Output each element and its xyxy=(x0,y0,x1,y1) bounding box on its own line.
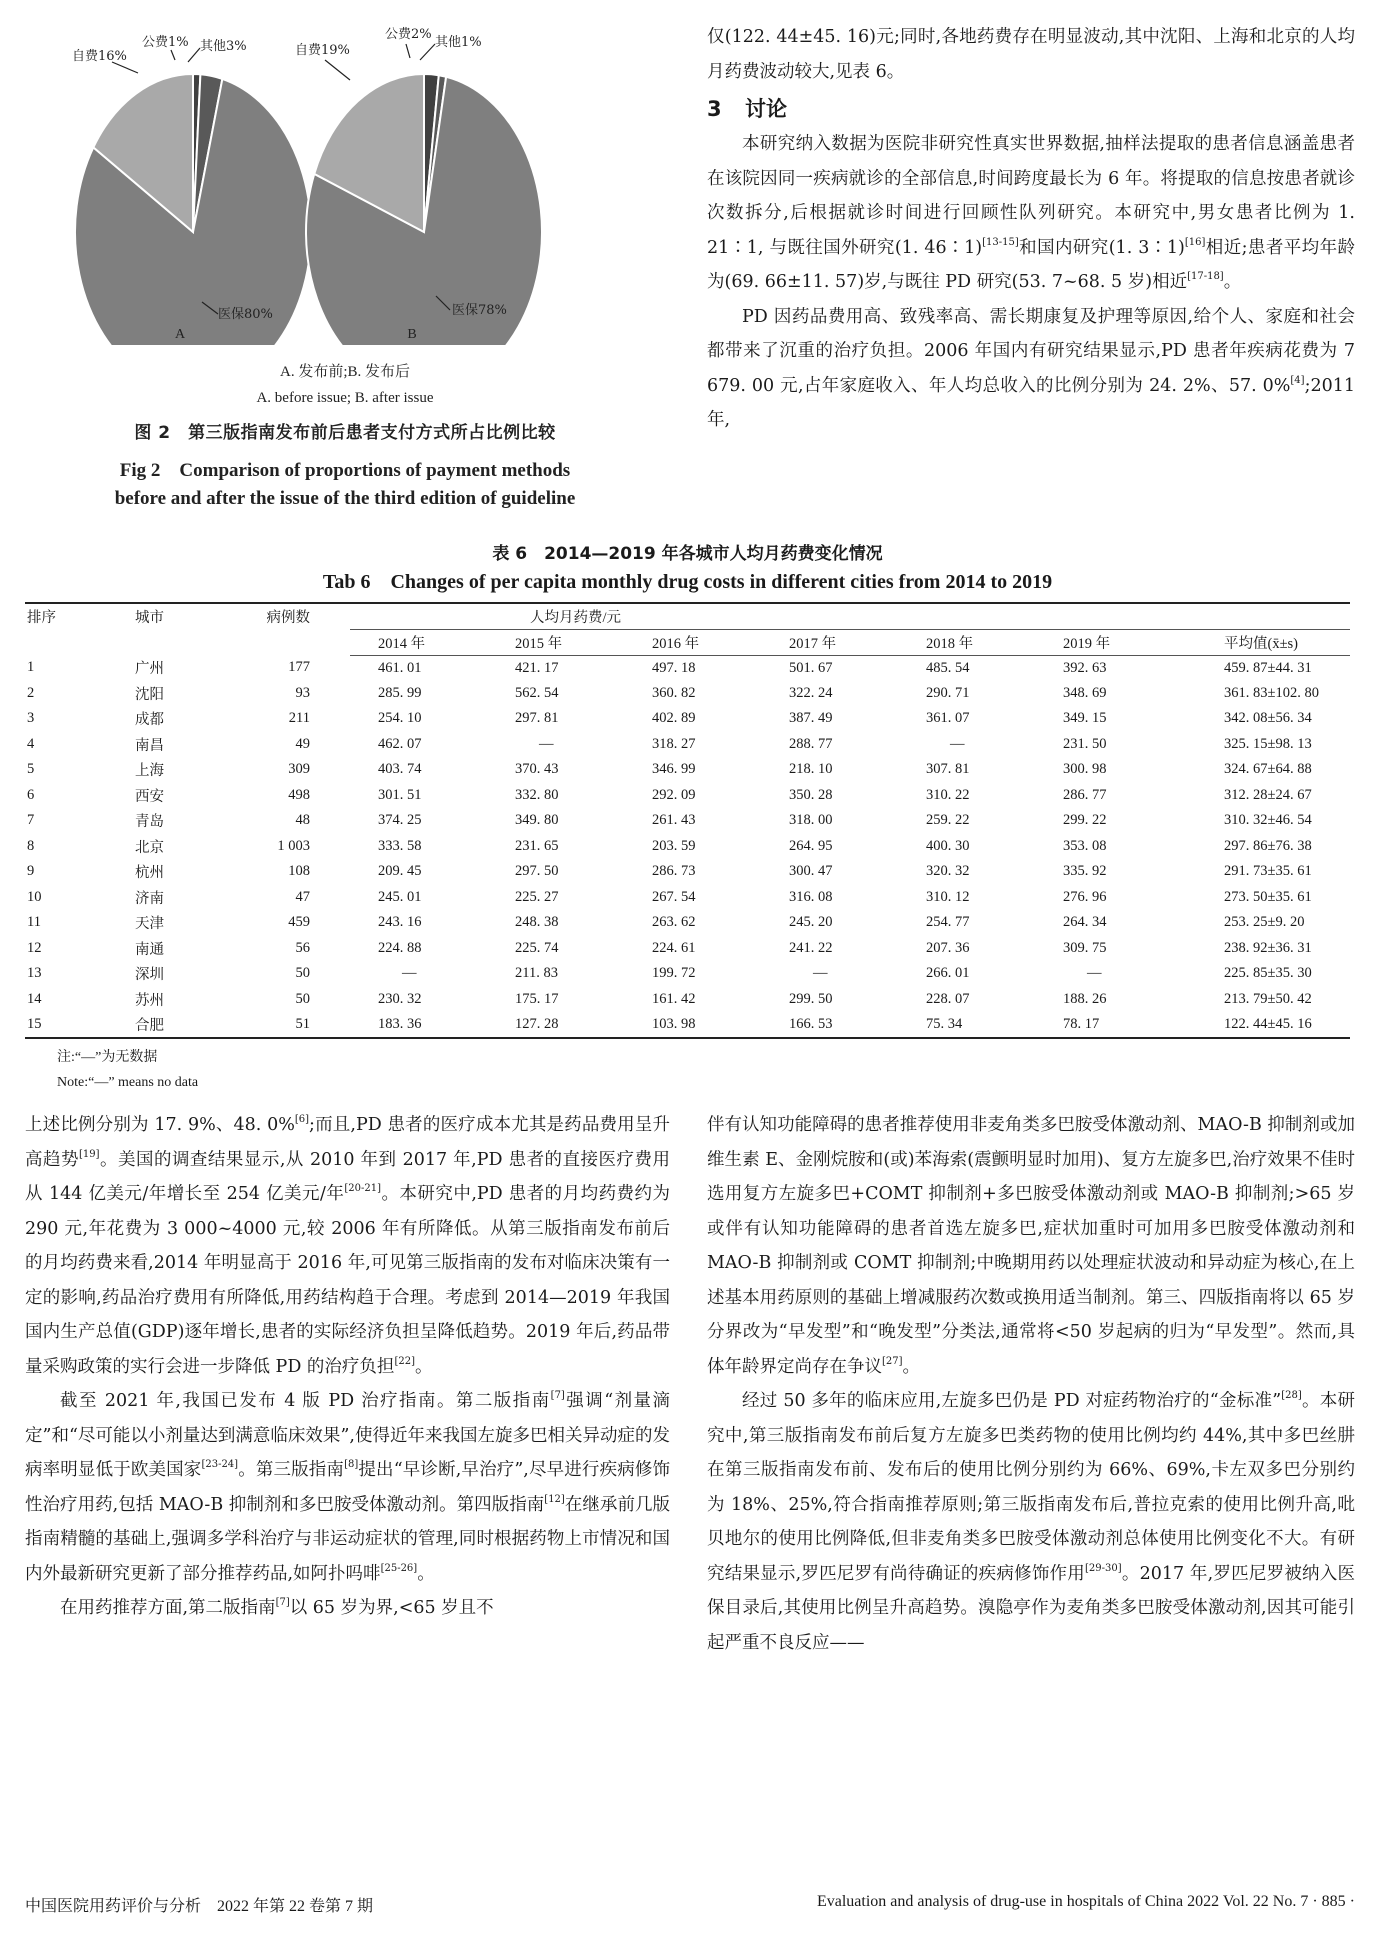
cell-mean: 324. 67±64. 88 xyxy=(1224,761,1312,778)
cell-cost: 370. 43 xyxy=(515,761,559,778)
cell-cost: 349. 80 xyxy=(515,812,559,829)
cell-cost: 461. 01 xyxy=(378,659,422,676)
cell-city: 合肥 xyxy=(135,1012,235,1038)
cell-cases: 309 xyxy=(288,761,310,778)
cell-cost: 224. 88 xyxy=(378,939,422,956)
drug-cost-table xyxy=(25,602,1350,1039)
table-row xyxy=(25,859,1350,885)
citation[interactable]: [22] xyxy=(394,1355,415,1367)
header-cases: 病例数 xyxy=(266,610,310,626)
cell-cost: 254. 77 xyxy=(926,914,970,931)
figure-subcaption-en: A. before issue; B. after issue xyxy=(256,390,434,406)
cell-cost: 166. 53 xyxy=(761,1012,898,1038)
cell-cost: 264. 95 xyxy=(789,837,833,854)
cell-cases: 51 xyxy=(235,1012,310,1038)
cell-cost: 245. 01 xyxy=(378,888,422,905)
paragraph: PD 因药品费用高、致残率高、需长期康复及护理等原因,给个人、家庭和社会都带来了沉重的治疗负担。2006 年国内有研究结果显示,PD 患者年疾病花费为 7 679. 00 元,占年家庭收入、年人均总收入的比例分别为 24. 2%、57. 0%[4];2011 年, xyxy=(707,306,1355,430)
cell-cost: — xyxy=(402,965,417,982)
citation[interactable]: [4] xyxy=(1290,374,1305,386)
header-year: 2018 年 xyxy=(898,629,1035,655)
table-row xyxy=(25,655,1350,681)
cell-cost: 348. 69 xyxy=(1063,684,1107,701)
cell-cost: 318. 27 xyxy=(652,735,696,752)
pie-label: 公费1% xyxy=(142,35,189,50)
pie-charts xyxy=(20,0,670,345)
citation[interactable]: [8] xyxy=(344,1459,359,1470)
leader-line xyxy=(171,50,175,60)
cell-mean: 310. 32±46. 54 xyxy=(1224,812,1312,829)
pie-label: 公费2% xyxy=(385,27,432,42)
pie-label: 自费19% xyxy=(295,43,350,58)
cell-cases: 93 xyxy=(295,684,310,701)
header-year: 2014 年 xyxy=(350,629,487,655)
cell-cost: 285. 99 xyxy=(378,684,422,701)
cell-cost: 392. 63 xyxy=(1063,659,1107,676)
cell-cost: 266. 01 xyxy=(926,965,970,982)
cell-rank: 9 xyxy=(27,863,35,880)
table-title-zh: 表 6 2014—2019 年各城市人均月药费变化情况 xyxy=(492,544,883,564)
cell-city: 杭州 xyxy=(135,865,164,882)
header-year: 2016 年 xyxy=(624,629,761,655)
cell-mean: 273. 50±35. 61 xyxy=(1224,888,1312,905)
pie-chart-a xyxy=(72,34,311,345)
cell-cost: 103. 98 xyxy=(624,1012,761,1038)
paragraph: 经过 50 多年的临床应用,左旋多巴仍是 PD 对症药物治疗的“金标准”[28]。本研究中,第三版指南发布前后复方左旋多巴类药物的使用比例均约 44%,其中多巴丝肼在第三版指南发布前、发布后的使用比例分别约为 66%、69%,卡左双多巴分别约为 18%、25%,符合指南推荐原则;第三版指南发布后,普拉克索的使用比例升高,吡贝地尔的使用比例降低,但非麦角类多巴胺受体激动剂总体使用比例变化不大。有研究结果显示,罗匹尼罗有尚待确证的疾病修饰作用[29-30]。2017 年,罗匹尼罗被纳入医保目录后,其使用比例呈升高趋势。溴隐亭作为麦角类多巴胺受体激动剂,因其可能引起严重不良反应—— xyxy=(707,1390,1356,1653)
cell-cost: 300. 47 xyxy=(789,863,833,880)
table-row xyxy=(25,910,1350,936)
cell-cost: 361. 07 xyxy=(926,710,970,727)
cell-cost: 292. 09 xyxy=(652,786,696,803)
cell-cost: 209. 45 xyxy=(378,863,422,880)
table-row xyxy=(25,681,1350,707)
cell-rank: 14 xyxy=(27,990,42,1007)
cell-cost: 310. 12 xyxy=(926,888,970,905)
header-year: 2015 年 xyxy=(487,629,624,655)
cell-mean: 361. 83±102. 80 xyxy=(1224,684,1319,701)
cell-city: 南通 xyxy=(135,941,164,958)
cell-cost: 161. 42 xyxy=(652,990,696,1007)
footer-journal-zh: 中国医院用药评价与分析 2022 年第 22 卷第 7 期 xyxy=(25,1898,374,1915)
cell-cost: 421. 17 xyxy=(515,659,559,676)
cell-cost: 263. 62 xyxy=(652,914,696,931)
text-column-bottom-right xyxy=(707,1108,1355,1660)
cell-cost: 245. 20 xyxy=(789,914,833,931)
cell-cases: 47 xyxy=(295,888,310,905)
cell-cost: 207. 36 xyxy=(926,939,970,956)
cell-city: 济南 xyxy=(135,890,164,907)
cell-mean: 312. 28±24. 67 xyxy=(1224,786,1312,803)
panel-label-a: A xyxy=(174,327,186,342)
figure-subcaption-zh: A. 发布前;B. 发布后 xyxy=(279,364,410,380)
cell-cost: 353. 08 xyxy=(1063,837,1107,854)
cell-cost: 335. 92 xyxy=(1063,863,1107,880)
section-heading-discussion xyxy=(707,91,1355,127)
cell-cases: 459 xyxy=(288,914,310,931)
cell-cost: 231. 50 xyxy=(1063,735,1107,752)
cell-cases: 177 xyxy=(288,659,310,676)
cell-city: 广州 xyxy=(135,661,164,678)
pie-label: 其他1% xyxy=(435,35,482,50)
cell-mean: 238. 92±36. 31 xyxy=(1224,939,1312,956)
cell-rank: 1 xyxy=(27,659,35,676)
citation[interactable]: [27] xyxy=(882,1355,903,1367)
cell-cost: 350. 28 xyxy=(789,786,833,803)
header-city: 城市 xyxy=(135,610,164,626)
cell-cost: 310. 22 xyxy=(926,786,970,803)
cell-cost: 231. 65 xyxy=(515,837,559,854)
cell-cost: 562. 54 xyxy=(515,684,559,701)
cell-cost: 259. 22 xyxy=(926,812,970,829)
cell-rank: 13 xyxy=(27,965,42,982)
section-number: 3 xyxy=(707,97,722,121)
table-row xyxy=(25,808,1350,834)
table-row xyxy=(25,936,1350,962)
cell-cost: — xyxy=(950,735,965,752)
cell-cost: 199. 72 xyxy=(652,965,696,982)
cell-cost: 485. 54 xyxy=(926,659,970,676)
pie-chart-b xyxy=(295,26,542,345)
citation[interactable]: [25-26] xyxy=(380,1562,418,1574)
table-row xyxy=(25,961,1350,987)
cell-cost: 322. 24 xyxy=(789,684,833,701)
table-note-zh: 注:“—”为无数据 xyxy=(57,1049,158,1065)
cell-cost: — xyxy=(1087,965,1102,982)
header-cost-group: 人均月药费/元 xyxy=(350,603,1350,629)
citation[interactable]: [23-24] xyxy=(201,1459,239,1470)
cell-mean: 213. 79±50. 42 xyxy=(1224,990,1312,1007)
cell-rank: 12 xyxy=(27,939,42,956)
citation[interactable]: [17-18] xyxy=(1187,271,1224,282)
cell-cost: 267. 54 xyxy=(652,888,696,905)
cell-mean: 291. 73±35. 61 xyxy=(1224,863,1312,880)
cell-city: 成都 xyxy=(135,712,164,729)
cell-mean: 297. 86±76. 38 xyxy=(1224,837,1312,854)
cell-rank: 5 xyxy=(27,761,35,778)
cell-cost: 224. 61 xyxy=(652,939,696,956)
pie-label: 医保78% xyxy=(452,303,507,318)
cell-cost: 288. 77 xyxy=(789,735,833,752)
cell-rank: 10 xyxy=(27,888,42,905)
cell-cost: 254. 10 xyxy=(378,710,422,727)
pie-label: 其他3% xyxy=(200,39,247,54)
cell-city: 深圳 xyxy=(135,967,164,984)
table-6 xyxy=(25,540,1350,1095)
cell-cost: 243. 16 xyxy=(378,914,422,931)
table-row xyxy=(25,885,1350,911)
cell-cost: 276. 96 xyxy=(1063,888,1107,905)
paragraph: 伴有认知功能障碍的患者推荐使用非麦角类多巴胺受体激动剂、MAO-B 抑制剂或加维生素 E、金刚烷胺和(或)苯海索(震颤明显时加用)、复方左旋多巴,治疗效果不佳时选用复方左旋多巴+COMT 抑制剂+多巴胺受体激动剂或 MAO-B 抑制剂;>65 岁或伴有认知功能障碍的患者首选左旋多巴,症状加重时可加用多巴胺受体激动剂和 MAO-B 抑制剂或 COMT 抑制剂;中晚期用药以处理症状波动和异动症为核心,在上述基本用药原则的基础上增减服药次数或换用适当制剂。第三、四版指南将以 65 岁分界改为“早发型”和“晚发型”分类法,通常将<50 岁起病的归为“早发型”。然而,具体年龄界定尚存在争议[27]。 xyxy=(707,1115,1355,1377)
cell-mean: 342. 08±56. 34 xyxy=(1224,710,1312,727)
cell-mean: 122. 44±45. 16 xyxy=(1172,1012,1350,1038)
cell-cost: 387. 49 xyxy=(789,710,833,727)
citation[interactable]: [7] xyxy=(275,1597,290,1608)
cell-mean: 325. 15±98. 13 xyxy=(1224,735,1312,752)
cell-cost: 297. 81 xyxy=(515,710,559,727)
table-row xyxy=(25,706,1350,732)
cell-cost: 332. 80 xyxy=(515,786,559,803)
cell-city: 北京 xyxy=(135,839,164,856)
cell-cost: 183. 36 xyxy=(350,1012,487,1038)
cell-cost: 299. 50 xyxy=(789,990,833,1007)
cell-cost: 241. 22 xyxy=(789,939,833,956)
cell-cost: 403. 74 xyxy=(378,761,422,778)
cell-cost: 286. 73 xyxy=(652,863,696,880)
cell-city: 苏州 xyxy=(135,992,164,1009)
cell-rank: 3 xyxy=(27,710,35,727)
cell-cost: 175. 17 xyxy=(515,990,559,1007)
figure-title-en-line2: before and after the issue of the third edition of guideline xyxy=(114,488,576,509)
cell-rank: 15 xyxy=(25,1012,135,1038)
cell-rank: 7 xyxy=(27,812,35,829)
footer-journal-en: Evaluation and analysis of drug-use in hospitals of China 2022 Vol. 22 No. 7 · 885 · xyxy=(816,1893,1355,1910)
cell-cost: 286. 77 xyxy=(1063,786,1107,803)
cell-cases: 48 xyxy=(295,812,310,829)
figure-2 xyxy=(20,0,670,550)
section-title: 讨论 xyxy=(745,97,787,121)
cell-cost: 297. 50 xyxy=(515,863,559,880)
cell-rank: 11 xyxy=(27,914,41,931)
page-footer xyxy=(25,1893,1355,1919)
leader-line xyxy=(420,44,435,60)
cell-cost: 307. 81 xyxy=(926,761,970,778)
text-column-bottom-left xyxy=(25,1108,670,1626)
citation[interactable]: [20-21] xyxy=(344,1183,381,1194)
cell-cost: 203. 59 xyxy=(652,837,696,854)
cell-cost: — xyxy=(813,965,828,982)
cell-cost: 318. 00 xyxy=(789,812,833,829)
cell-city: 西安 xyxy=(135,788,164,805)
cell-cases: 49 xyxy=(295,735,310,752)
cell-cost: — xyxy=(539,735,554,752)
paragraph: 截至 2021 年,我国已发布 4 版 PD 治疗指南。第二版指南[7]强调“剂量滴定”和“尽可能以小剂量达到满意临床效果”,使得近年来我国左旋多巴相关异动症的发病率明显低于欧美国家[23-24]。第三版指南[8]提出“早诊断,早治疗”,尽早进行疾病修饰性治疗用药,包括 MAO-B 抑制剂和多巴胺受体激动剂。第四版指南[12]在继承前几版指南精髓的基础上,强调多学科治疗与非运动症状的管理,同时根据药物上市情况和国内外最新研究更新了部分推荐药品,如阿扑吗啡[25-26]。 xyxy=(25,1390,671,1584)
citation[interactable]: [28] xyxy=(1281,1390,1302,1401)
cell-mean: 459. 87±44. 31 xyxy=(1224,659,1312,676)
citation[interactable]: [13-15] xyxy=(982,236,1019,248)
citation[interactable]: [12] xyxy=(544,1493,565,1505)
cell-cost: 360. 82 xyxy=(652,684,696,701)
cell-cost: 230. 32 xyxy=(378,990,422,1007)
cell-cost: 402. 89 xyxy=(652,710,696,727)
cell-cost: 75. 34 xyxy=(898,1012,1035,1038)
cell-cost: 264. 34 xyxy=(1063,914,1107,931)
paragraph: 在用药推荐方面,第二版指南[7]以 65 岁为界,<65 岁且不 xyxy=(60,1597,494,1618)
header-year: 2017 年 xyxy=(761,629,898,655)
cell-cost: 346. 99 xyxy=(652,761,696,778)
cell-cost: 228. 07 xyxy=(926,990,970,1007)
cell-cost: 309. 75 xyxy=(1063,939,1107,956)
panel-label-b: B xyxy=(407,327,417,342)
cell-cost: 248. 38 xyxy=(515,914,559,931)
text-column-top-right xyxy=(707,20,1355,438)
cell-cost: 188. 26 xyxy=(1063,990,1107,1007)
table-row xyxy=(25,783,1350,809)
table-row xyxy=(25,987,1350,1013)
leader-line xyxy=(188,48,200,62)
cell-city: 南昌 xyxy=(135,737,164,754)
cell-cost: 300. 98 xyxy=(1063,761,1107,778)
header-mean: 平均值(x̄±s) xyxy=(1172,629,1350,655)
cell-cost: 299. 22 xyxy=(1063,812,1107,829)
figure-title-zh: 图 2 第三版指南发布前后患者支付方式所占比例比较 xyxy=(134,423,556,443)
cell-city: 天津 xyxy=(135,916,164,933)
pie-label: 自费16% xyxy=(72,49,127,64)
cell-cases: 1 003 xyxy=(277,837,310,854)
cell-cases: 56 xyxy=(295,939,310,956)
cell-cost: 501. 67 xyxy=(789,659,833,676)
table-row xyxy=(25,732,1350,758)
paragraph: 本研究纳入数据为医院非研究性真实世界数据,抽样法提取的患者信息涵盖患者在该院因同一疾病就诊的全部信息,时间跨度最长为 6 年。将提取的信息按患者就诊次数拆分,后根据就诊时间进行回顾性队列研究。本研究中,男女患者比例为 1. 21∶1, 与既往国外研究(1. 46∶1)[13-15]和国内研究(1. 3∶1)[16]相近;患者平均年龄为(69. 66±11. 57)岁,与既往 PD 研究(53. 7~68. 5 岁)相近[17-18]。 xyxy=(707,134,1355,292)
pie-label: 医保80% xyxy=(218,307,273,322)
table-row xyxy=(25,1012,1350,1038)
paragraph: 仅(122. 44±45. 16)元;同时,各地药费存在明显波动,其中沈阳、上海和北京的人均月药费波动较大,见表 6。 xyxy=(707,27,1355,82)
cell-cost: 333. 58 xyxy=(378,837,422,854)
cell-cost: 218. 10 xyxy=(789,761,833,778)
header-rank: 排序 xyxy=(27,610,56,626)
cell-cost: 261. 43 xyxy=(652,812,696,829)
citation[interactable]: [29-30] xyxy=(1085,1562,1122,1574)
cell-cost: 349. 15 xyxy=(1063,710,1107,727)
cell-cases: 50 xyxy=(295,990,310,1007)
cell-city: 上海 xyxy=(135,763,164,780)
cell-cost: 225. 27 xyxy=(515,888,559,905)
citation[interactable]: [19] xyxy=(78,1148,100,1160)
cell-cases: 50 xyxy=(295,965,310,982)
cell-cost: 127. 28 xyxy=(487,1012,624,1038)
cell-cost: 400. 30 xyxy=(926,837,970,854)
header-year: 2019 年 xyxy=(1035,629,1172,655)
cell-cost: 316. 08 xyxy=(789,888,833,905)
citation[interactable]: [7] xyxy=(550,1390,565,1401)
cell-cost: 78. 17 xyxy=(1035,1012,1172,1038)
citation[interactable]: [16] xyxy=(1184,236,1206,248)
cell-cases: 498 xyxy=(288,786,310,803)
cell-cost: 290. 71 xyxy=(926,684,970,701)
citation[interactable]: [6] xyxy=(294,1114,310,1125)
cell-rank: 8 xyxy=(27,837,35,854)
cell-mean: 225. 85±35. 30 xyxy=(1224,965,1312,982)
cell-cost: 320. 32 xyxy=(926,863,970,880)
cell-cases: 108 xyxy=(288,863,310,880)
table-row xyxy=(25,757,1350,783)
table-note-en: Note:“—” means no data xyxy=(57,1074,199,1090)
cell-cases: 211 xyxy=(288,710,310,727)
cell-mean: 253. 25±9. 20 xyxy=(1224,914,1305,931)
table-row xyxy=(25,834,1350,860)
cell-rank: 4 xyxy=(27,735,35,752)
cell-cost: 225. 74 xyxy=(515,939,559,956)
cell-cost: 301. 51 xyxy=(378,786,422,803)
cell-cost: 462. 07 xyxy=(378,735,422,752)
cell-cost: 211. 83 xyxy=(515,965,558,982)
cell-rank: 2 xyxy=(27,684,35,701)
cell-city: 沈阳 xyxy=(135,686,164,703)
cell-cost: 497. 18 xyxy=(652,659,696,676)
paragraph: 上述比例分别为 17. 9%、48. 0%[6];而且,PD 患者的医疗成本尤其是药品费用呈升高趋势[19]。美国的调查结果显示,从 2010 年到 2017 年,PD 患者的直接医疗费用从 144 亿美元/年增长至 254 亿美元/年[20-21]。本研究中,PD 患者的月均药费约为 290 元,年花费为 3 000~4000 元,较 2006 年有所降低。从第三版指南发布前后的月均药费来看,2014 年明显高于 2016 年,可见第三版指南的发布对临床决策有一定的影响,药品治疗费用有所降低,用药结构趋于合理。考虑到 2014—2019 年我国国内生产总值(GDP)逐年增长,患者的实际经济负担呈降低趋势。2019 年后,药品带量采购政策的实行会进一步降低 PD 的治疗负担[22]。 xyxy=(25,1114,670,1377)
cell-city: 青岛 xyxy=(135,814,164,831)
leader-line xyxy=(406,44,410,58)
table-notes xyxy=(25,1045,1350,1095)
cell-rank: 6 xyxy=(27,786,35,803)
leader-line xyxy=(325,60,350,80)
table-title-en: Tab 6 Changes of per capita monthly drug costs in different cities from 2014 to 2019 xyxy=(322,571,1053,593)
figure-title-en-line1: Fig 2 Comparison of proportions of payment methods xyxy=(119,460,571,481)
cell-cost: 374. 25 xyxy=(378,812,422,829)
